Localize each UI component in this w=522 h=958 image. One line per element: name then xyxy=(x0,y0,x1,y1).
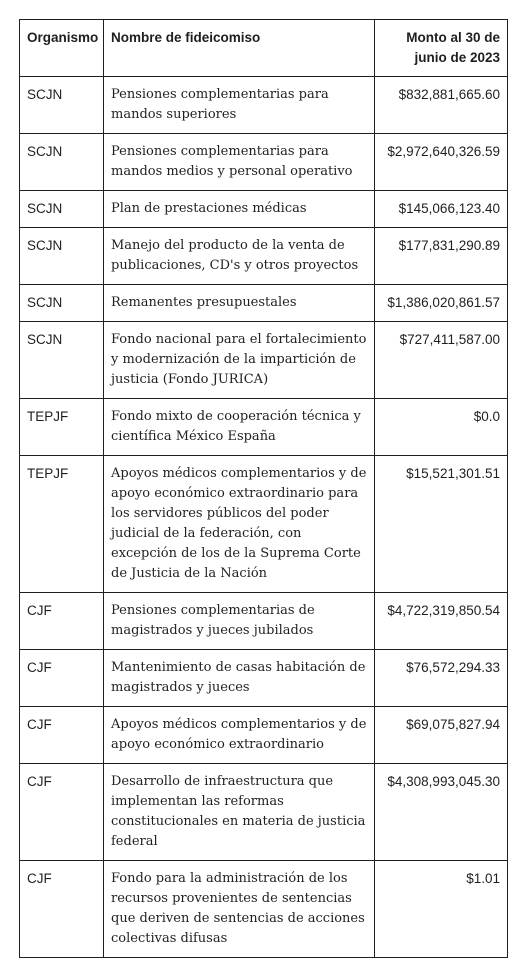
cell-monto: $69,075,827.94 xyxy=(375,707,508,764)
cell-organismo: SCJN xyxy=(20,191,104,228)
cell-nombre: Apoyos médicos complementarios y de apoyo económico extraordinario xyxy=(104,707,375,764)
table-row xyxy=(20,861,508,958)
trusts-table xyxy=(19,19,508,958)
table-header-row xyxy=(20,20,508,77)
cell-organismo: TEPJF xyxy=(20,456,104,593)
header-monto: Monto al 30 de junio de 2023 xyxy=(375,20,508,77)
cell-nombre: Manejo del producto de la venta de publicaciones, CD's y otros proyectos xyxy=(104,228,375,285)
cell-organismo: CJF xyxy=(20,707,104,764)
cell-organismo: TEPJF xyxy=(20,399,104,456)
table-row xyxy=(20,650,508,707)
cell-nombre: Apoyos médicos complementarios y de apoyo económico extraordinario para los servidores públicos del poder judicial de la federación, con excepción de los de la Suprema Corte de Justicia de la Nación xyxy=(104,456,375,593)
cell-monto: $0.0 xyxy=(375,399,508,456)
cell-monto: $727,411,587.00 xyxy=(375,322,508,399)
cell-nombre: Pensiones complementarias para mandos superiores xyxy=(104,77,375,134)
cell-organismo: CJF xyxy=(20,650,104,707)
table-row xyxy=(20,707,508,764)
cell-nombre: Fondo nacional para el fortalecimiento y modernización de la impartición de justicia (Fondo JURICA) xyxy=(104,322,375,399)
cell-monto: $832,881,665.60 xyxy=(375,77,508,134)
cell-monto: $145,066,123.40 xyxy=(375,191,508,228)
table-row xyxy=(20,322,508,399)
cell-organismo: SCJN xyxy=(20,228,104,285)
cell-nombre: Pensiones complementarias de magistrados y jueces jubilados xyxy=(104,593,375,650)
cell-organismo: SCJN xyxy=(20,322,104,399)
cell-organismo: SCJN xyxy=(20,134,104,191)
cell-organismo: CJF xyxy=(20,861,104,958)
table-row xyxy=(20,456,508,593)
cell-nombre: Fondo mixto de cooperación técnica y científica México España xyxy=(104,399,375,456)
cell-monto: $177,831,290.89 xyxy=(375,228,508,285)
cell-monto: $4,308,993,045.30 xyxy=(375,764,508,861)
cell-nombre: Remanentes presupuestales xyxy=(104,285,375,322)
table-row xyxy=(20,764,508,861)
cell-monto: $15,521,301.51 xyxy=(375,456,508,593)
cell-organismo: CJF xyxy=(20,764,104,861)
cell-nombre: Mantenimiento de casas habitación de magistrados y jueces xyxy=(104,650,375,707)
table-row xyxy=(20,191,508,228)
cell-nombre: Desarrollo de infraestructura que implementan las reformas constitucionales en materia de justicia federal xyxy=(104,764,375,861)
cell-organismo: CJF xyxy=(20,593,104,650)
cell-monto: $4,722,319,850.54 xyxy=(375,593,508,650)
table-row xyxy=(20,77,508,134)
table-row xyxy=(20,399,508,456)
cell-nombre: Pensiones complementarias para mandos medios y personal operativo xyxy=(104,134,375,191)
header-nombre: Nombre de fideicomiso xyxy=(104,20,375,77)
cell-organismo: SCJN xyxy=(20,285,104,322)
table-row xyxy=(20,228,508,285)
cell-monto: $76,572,294.33 xyxy=(375,650,508,707)
table-row xyxy=(20,134,508,191)
cell-nombre: Plan de prestaciones médicas xyxy=(104,191,375,228)
table-row xyxy=(20,285,508,322)
header-organismo: Organismo xyxy=(20,20,104,77)
cell-monto: $1.01 xyxy=(375,861,508,958)
cell-monto: $1,386,020,861.57 xyxy=(375,285,508,322)
cell-organismo: SCJN xyxy=(20,77,104,134)
table-row xyxy=(20,593,508,650)
cell-monto: $2,972,640,326.59 xyxy=(375,134,508,191)
cell-nombre: Fondo para la administración de los recursos provenientes de sentencias que deriven de sentencias de acciones colectivas difusas xyxy=(104,861,375,958)
